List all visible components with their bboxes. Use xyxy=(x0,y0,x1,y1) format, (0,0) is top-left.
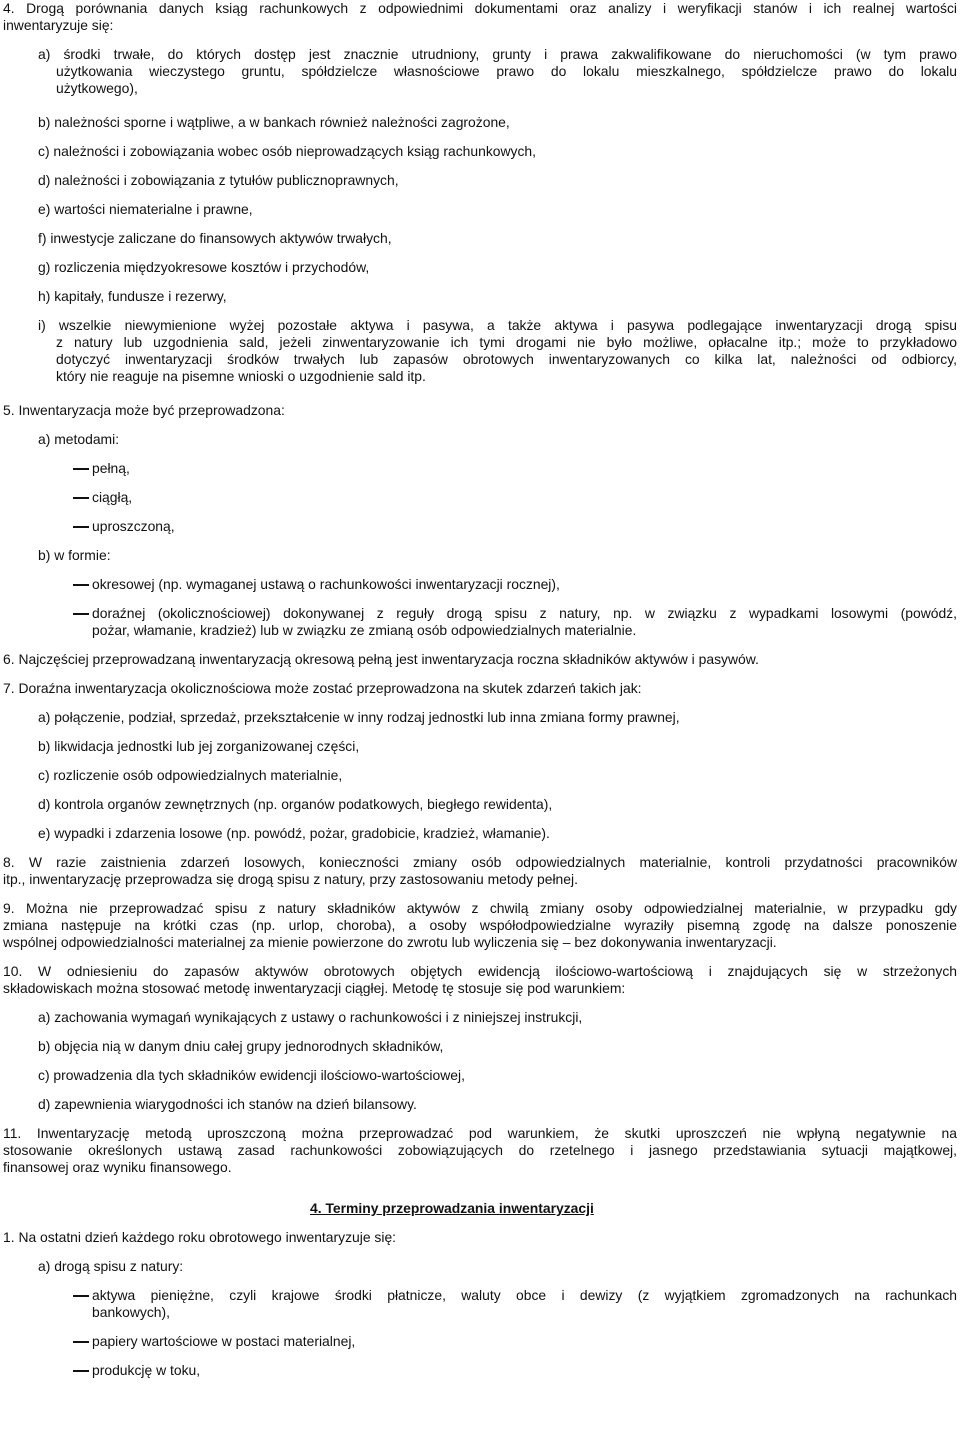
item-a-line: użytkowania wieczystego gruntu, spółdzielcze własnościowe prawo do lokalu mieszkalnego, spółdzielcze prawo do lokalu xyxy=(56,63,957,79)
item-a-line: a) środki trwałe, do których dostęp jest znacznie utrudniony, grunty i prawa zakwalifikowane do nieruchomości (w tym prawo xyxy=(38,46,957,62)
item-g: g) rozliczenia międzyokresowe kosztów i przychodów, xyxy=(38,259,370,275)
condition-item: a) zachowania wymagań wynikających z ustawy o rachunkowości i z niniejszej instrukcji, xyxy=(38,1009,583,1025)
event-item: c) rozliczenie osób odpowiedzialnych materialnie, xyxy=(38,767,343,783)
asset-item-line: aktywa pieniężne, czyli krajowe środki płatnicze, waluty obce i dewizy (z wyjątkiem zgromadzonych na rachunkach xyxy=(92,1287,957,1303)
method-item: uproszczoną, xyxy=(92,518,175,534)
methods-label: a) metodami: xyxy=(38,431,120,447)
dash-bullet xyxy=(73,613,89,615)
dash-bullet xyxy=(73,1370,89,1372)
dash-bullet xyxy=(73,526,89,528)
section-heading: 4. Terminy przeprowadzania inwentaryzacji xyxy=(310,1200,594,1216)
paragraph-7-title: 7. Doraźna inwentaryzacja okolicznościowa może zostać przeprowadzona na skutek zdarzeń takich jak: xyxy=(3,680,642,696)
paragraph-11-line: 11. Inwentaryzację metodą uproszczoną można przeprowadzać pod warunkiem, że skutki uproszczeń nie wpłyną negatywnie na xyxy=(3,1125,957,1141)
forms-label: b) w formie: xyxy=(38,547,111,563)
item-d: d) należności i zobowiązania z tytułów publicznoprawnych, xyxy=(38,172,399,188)
item-h: h) kapitały, fundusze i rezerwy, xyxy=(38,288,227,304)
item-f: f) inwestycje zaliczane do finansowych aktywów trwałych, xyxy=(38,230,392,246)
dash-bullet xyxy=(73,468,89,470)
item-i-line: dotyczyć inwentaryzacji środków trwałych lub zapasów obrotowych inwentaryzowanych co kilka lat, należności od odbiorcy, xyxy=(56,351,957,367)
dash-bullet xyxy=(73,497,89,499)
item-e: e) wartości niematerialne i prawne, xyxy=(38,201,253,217)
paragraph-11-line: finansowej oraz wyniku finansowego. xyxy=(3,1159,232,1175)
asset-item-line: bankowych), xyxy=(92,1304,170,1320)
paragraph-8-line: itp., inwentaryzację przeprowadza się drogą spisu z natury, przy zastosowaniu metody pełnej. xyxy=(3,871,578,887)
paragraph-6: 6. Najczęściej przeprowadzaną inwentaryzacją okresową pełną jest inwentaryzacja roczna składników aktywów i pasywów. xyxy=(3,651,759,667)
paragraph-8-line: 8. W razie zaistnienia zdarzeń losowych, konieczności zmiany osób odpowiedzialnych materialnie, kontroli przydatności pracowników xyxy=(3,854,957,870)
method-item: ciągłą, xyxy=(92,489,133,505)
section-4-paragraph-1: 1. Na ostatni dzień każdego roku obrotowego inwentaryzuje się: xyxy=(3,1229,397,1245)
form-item: okresowej (np. wymaganej ustawą o rachunkowości inwentaryzacji rocznej), xyxy=(92,576,560,592)
event-item: b) likwidacja jednostki lub jej zorganizowanej części, xyxy=(38,738,360,754)
asset-item: papiery wartościowe w postaci materialnej, xyxy=(92,1333,356,1349)
asset-item: produkcję w toku, xyxy=(92,1362,201,1378)
form-item-line: doraźnej (okolicznościowej) dokonywanej z reguły drogą spisu z natury, np. w związku z wypadkami losowymi (powódź, xyxy=(92,605,957,621)
dash-bullet xyxy=(73,1341,89,1343)
condition-item: b) objęcia nią w danym dniu całej grupy jednorodnych składników, xyxy=(38,1038,444,1054)
paragraph-10-line: składowiskach można stosować metodę inwentaryzacji ciągłej. Metodę tę stosuje się pod warunkiem: xyxy=(3,980,626,996)
event-item: d) kontrola organów zewnętrznych (np. organów podatkowych, biegłego rewidenta), xyxy=(38,796,553,812)
paragraph-11-line: stosowanie określonych ustawą zasad rachunkowości zobowiązujących do rzetelnego i jasnego przedstawiania sytuacji majątkowej, xyxy=(3,1142,957,1158)
item-i-line: z natury lub uzgodnienia sald, jeżeli zinwentaryzowanie ich tymi drogami nie było możliwe, opłacalne itp.; może to przykładowo xyxy=(56,334,957,350)
method-item: pełną, xyxy=(92,460,130,476)
condition-item: d) zapewnienia wiarygodności ich stanów na dzień bilansowy. xyxy=(38,1096,417,1112)
paragraph-10-line: 10. W odniesieniu do zapasów aktywów obrotowych objętych ewidencją ilościowo-wartościową i znajdujących się w strzeżonych xyxy=(3,963,957,979)
item-a-line: użytkowego), xyxy=(56,80,138,96)
paragraph-9-line: 9. Można nie przeprowadzać spisu z natury składników aktywów z chwilą zmiany osoby odpowiedzialnej materialnie, w przypadku gdy xyxy=(3,900,957,916)
item-i-line: który nie reaguje na pisemne wnioski o uzgodnienie sald itp. xyxy=(56,368,426,384)
dash-bullet xyxy=(73,584,89,586)
paragraph-9-line: zmiana następuje na krótki czas (np. urlop, choroba), a osoby współodpowiedzialne wyraziły pisemną zgodę na dalsze ponoszenie xyxy=(3,917,957,933)
paragraph-5-title: 5. Inwentaryzacja może być przeprowadzona: xyxy=(3,402,285,418)
inventory-method-label: a) drogą spisu z natury: xyxy=(38,1258,184,1274)
paragraph-4-line: 4. Drogą porównania danych ksiąg rachunkowych z odpowiednimi dokumentami oraz analizy i weryfikacji stanów i ich realnej wartości xyxy=(3,0,957,16)
event-item: e) wypadki i zdarzenia losowe (np. powódź, pożar, gradobicie, kradzież, włamanie). xyxy=(38,825,550,841)
item-i-line: i) wszelkie niewymienione wyżej pozostałe aktywa i pasywa, a także aktywa i pasywa podlegające inwentaryzacji drogą spisu xyxy=(38,317,957,333)
paragraph-4-line: inwentaryzuje się: xyxy=(3,17,114,33)
paragraph-9-line: wspólnej odpowiedzialności materialnej za mienie powierzone do zwrotu lub wyliczenia się – bez dokonywania inwentaryzacji. xyxy=(3,934,777,950)
form-item-line: pożar, włamanie, kradzież) lub w związku ze zmianą osób odpowiedzialnych materialnie. xyxy=(92,622,637,638)
condition-item: c) prowadzenia dla tych składników ewidencji ilościowo-wartościowej, xyxy=(38,1067,465,1083)
item-b: b) należności sporne i wątpliwe, a w bankach również należności zagrożone, xyxy=(38,114,510,130)
item-c: c) należności i zobowiązania wobec osób nieprowadzących ksiąg rachunkowych, xyxy=(38,143,537,159)
dash-bullet xyxy=(73,1295,89,1297)
event-item: a) połączenie, podział, sprzedaż, przekształcenie w inny rodzaj jednostki lub inna zmiana formy prawnej, xyxy=(38,709,680,725)
